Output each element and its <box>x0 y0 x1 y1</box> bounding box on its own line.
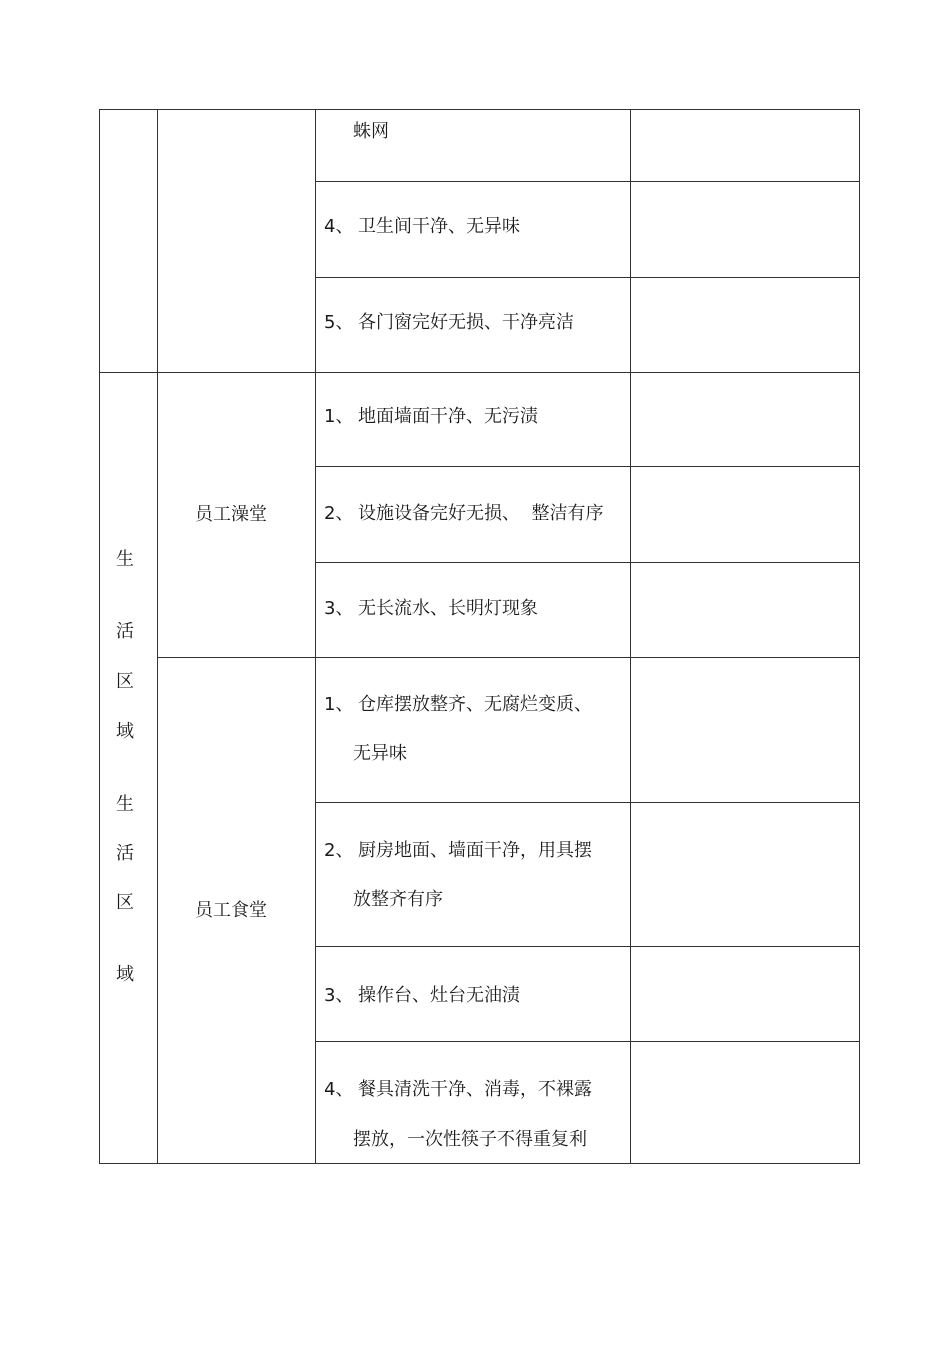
criteria-text: 厨房地面、墙面干净，用具摆 <box>358 840 592 861</box>
criteria-text: 地面墙面干净、无污渍 <box>358 406 538 427</box>
criteria-text: 设施设备完好无损、 整洁有序 <box>358 503 604 524</box>
section-divider <box>99 372 860 373</box>
row-divider <box>315 802 860 803</box>
item-number: 5、 <box>324 312 354 333</box>
item-number: 1、 <box>324 694 354 715</box>
item-number: 4、 <box>324 1079 354 1100</box>
criteria-text: 仓库摆放整齐、无腐烂变质、 <box>358 694 592 715</box>
region-char: 生 <box>116 549 134 570</box>
criteria-text-continued: 摆放，一次性筷子不得重复利 <box>353 1129 587 1150</box>
item-number: 3、 <box>324 598 354 619</box>
row-divider <box>315 277 860 278</box>
item-number: 1、 <box>324 406 354 427</box>
region-char: 域 <box>116 964 134 985</box>
area-divider <box>157 657 860 658</box>
row-divider <box>315 1041 860 1042</box>
area-label-canteen: 员工食堂 <box>195 900 267 921</box>
table-border-left <box>99 109 100 1164</box>
criteria-text: 操作台、灶台无油渍 <box>358 985 520 1006</box>
region-char: 区 <box>116 671 134 692</box>
region-char: 域 <box>116 721 134 742</box>
item-number: 3、 <box>324 985 354 1006</box>
row-divider <box>315 466 860 467</box>
region-char: 活 <box>116 621 134 642</box>
item-number: 2、 <box>324 840 354 861</box>
column-divider <box>157 109 158 1164</box>
criteria-text-continued: 放整齐有序 <box>353 889 443 910</box>
item-number: 4、 <box>324 216 354 237</box>
region-char: 活 <box>116 843 134 864</box>
criteria-text: 蛛网 <box>353 121 389 142</box>
row-divider <box>315 181 860 182</box>
table-border-right <box>859 109 860 1164</box>
row-divider <box>315 562 860 563</box>
criteria-text: 无长流水、长明灯现象 <box>358 598 538 619</box>
column-divider <box>630 109 631 1164</box>
column-divider <box>315 109 316 1164</box>
criteria-text: 卫生间干净、无异味 <box>358 216 520 237</box>
region-char: 生 <box>116 794 134 815</box>
criteria-text-continued: 无异味 <box>353 743 407 764</box>
criteria-text: 各门窗完好无损、干净亮洁 <box>358 312 574 333</box>
criteria-text: 餐具清洗干净、消毒，不裸露 <box>358 1079 592 1100</box>
area-label-bath: 员工澡堂 <box>195 504 267 525</box>
region-char: 区 <box>116 892 134 913</box>
table-border-bottom <box>99 1163 860 1164</box>
row-divider <box>315 946 860 947</box>
table-border-top <box>99 109 860 110</box>
item-number: 2、 <box>324 503 354 524</box>
